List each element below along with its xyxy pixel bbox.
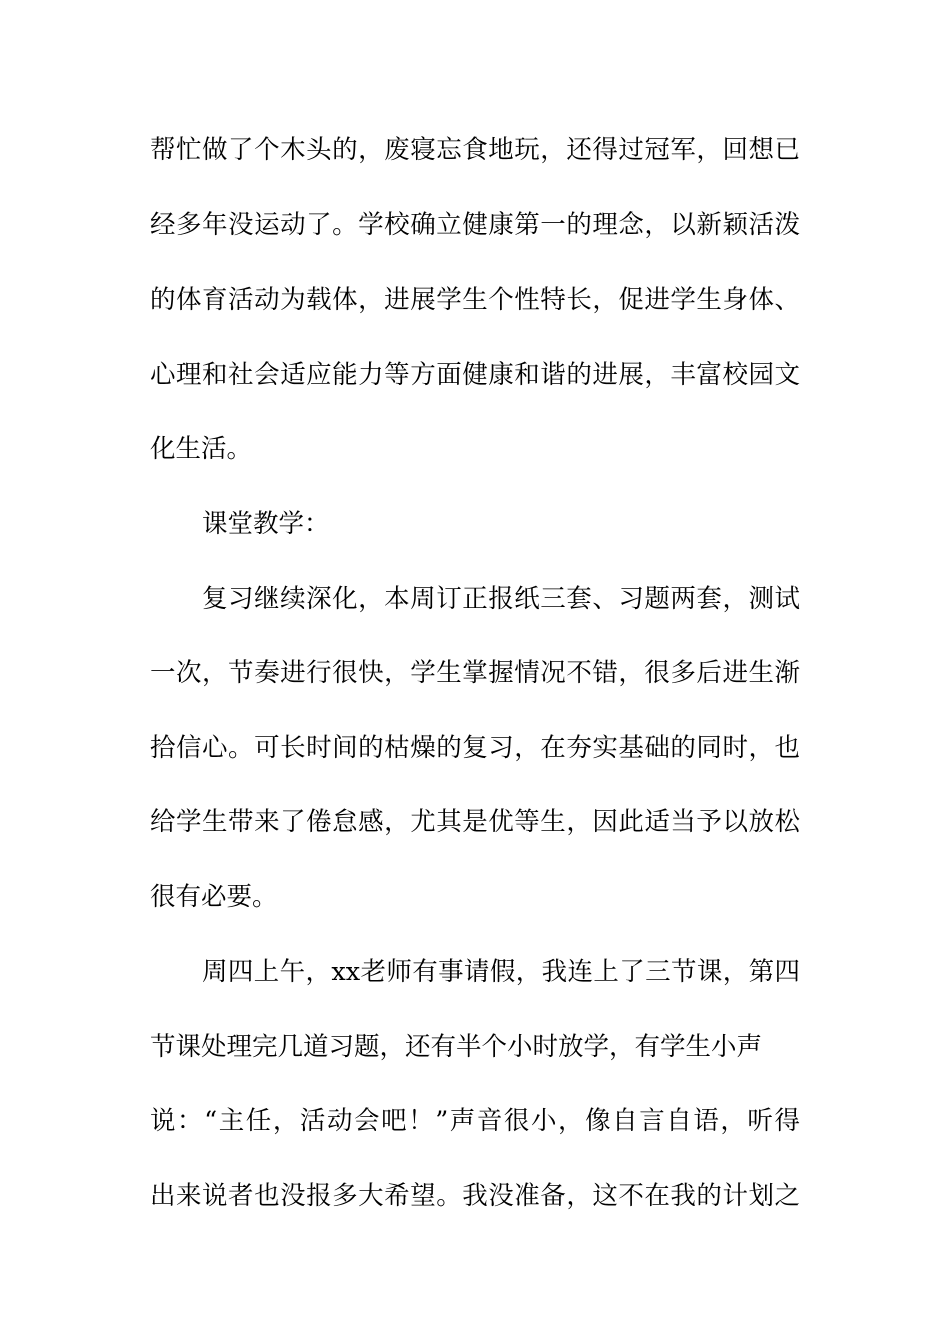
text-line: 的体育活动为载体，进展学生个性特长，促进学生身体、 — [150, 285, 800, 315]
text-line: 复习继续深化，本周订正报纸三套、习题两套，测试 — [202, 584, 800, 614]
text-line: 经多年没运动了。学校确立健康第一的理念，以新颖活泼 — [150, 210, 800, 240]
section-heading: 课堂教学： — [202, 509, 330, 539]
text-line: 周四上午，xx老师有事请假，我连上了三节课，第四 — [202, 957, 800, 987]
text-line: 节课处理完几道习题，还有半个小时放学，有学生小声 — [150, 1032, 763, 1062]
text-line: 化生活。 — [150, 434, 253, 464]
text-line: 给学生带来了倦怠感，尤其是优等生，因此适当予以放松 — [150, 807, 800, 837]
text-line: 拾信心。可长时间的枯燥的复习，在夯实基础的同时，也 — [150, 733, 800, 763]
text-line: 出来说者也没报多大希望。我没准备，这不在我的计划之 — [150, 1181, 800, 1211]
text-line: 心理和社会适应能力等方面健康和谐的进展，丰富校园文 — [150, 360, 800, 390]
text-line: 帮忙做了个木头的，废寝忘食地玩，还得过冠军，回想已 — [150, 135, 800, 165]
text-line: 一次，节奏进行很快，学生掌握情况不错，很多后进生渐 — [150, 658, 800, 688]
text-line: 很有必要。 — [150, 882, 278, 912]
text-line: 说：“主任，活动会吧！”声音很小，像自言自语，听得 — [150, 1106, 800, 1136]
